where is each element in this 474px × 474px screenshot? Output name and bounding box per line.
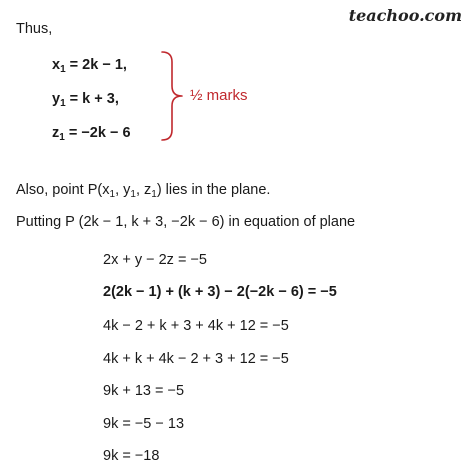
- equation-line: 4k − 2 + k + 3 + 4k + 12 = −5: [103, 318, 289, 334]
- teachoo-logo: teachoo.com: [348, 6, 462, 25]
- equation-line: 4k + k + 4k − 2 + 3 + 12 = −5: [103, 351, 289, 367]
- x1-equation: $x_1 = 2k - 1$,: [52, 57, 127, 75]
- equation-line: 2x + y − 2z = −5: [103, 252, 207, 268]
- curly-brace-icon: [160, 50, 184, 142]
- equation-line: 9k + 13 = −5: [103, 383, 185, 399]
- also-point-text: Also, point $P(x_1$, $y_1$, $z_1$) lies in the plane.: [16, 182, 271, 200]
- thus-text: Thus,: [16, 21, 53, 37]
- half-marks-label: ½ marks: [190, 87, 248, 104]
- equation-line: 2(2k − 1) + (k + 3) − 2(−2k − 6) = −5: [103, 284, 337, 300]
- putting-text: Putting P (2k − 1, k + 3, −2k − 6) in equation of plane: [16, 214, 356, 230]
- equation-line: 9k = −18: [103, 448, 160, 464]
- equation-line: 9k = −5 − 13: [103, 416, 185, 432]
- y1-equation: $y_1 = k + 3$,: [52, 91, 119, 109]
- z1-equation: $z_1 = -2k - 6$: [52, 125, 131, 143]
